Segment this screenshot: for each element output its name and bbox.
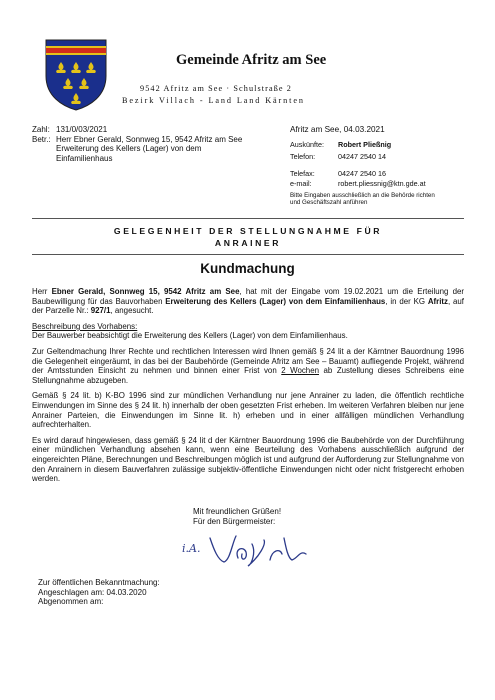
document-title: Kundmachung xyxy=(200,261,295,276)
paragraph-description xyxy=(32,322,464,341)
text-run: , auf der Parzelle Nr.: xyxy=(32,296,464,316)
betr-label: Betr.: xyxy=(32,134,51,144)
deadline: 2 Wochen xyxy=(281,366,319,376)
zahl-row xyxy=(32,125,272,135)
contact-note: Bitte Eingaben ausschließlich an die Behörde richten und Geschäftszahl anführen xyxy=(290,192,435,207)
posted-on: Angeschlagen am: 04.03.2020 xyxy=(38,587,147,597)
paragraph-hearing: Gemäß § 24 lit. b) K-BO 1996 sind zur mündlichen Verhandlung nur jene Anrainer zu laden, die öffentlich rechtliche Einwendungen im Sinne des § 24 lit. h) innerhalb der oben gesetzten Frist erheben. Im weiteren Verfahren bleiben nur jene Anrainer Parteien, die Einwendungen im Sinne lit. h) erheben und in einer allfälligen mündlichen Verhandlung aufrechterhalten. xyxy=(32,391,464,430)
contact-row xyxy=(290,140,470,149)
text-run: Herr xyxy=(32,287,52,296)
paragraph-application xyxy=(32,287,464,316)
contact-row xyxy=(290,179,470,188)
signature xyxy=(180,530,330,570)
for-mayor: Für den Bürgermeister: xyxy=(193,516,276,526)
contact-value: 04247 2540 14 xyxy=(338,152,386,161)
paragraph-notice: Es wird darauf hingewiesen, dass gemäß § 24 lit d der Kärntner Bauordnung 1996 die Baubehörde von der Durchführung einer mündlichen Verhandlung absehen kann, wenn eine Beurteilung des Vorhabens ausschließlich aufgrund der eingereichten Pläne, Berechnungen und Beschreibungen möglich ist und aufgrund der Aufforderung zur Stellungnahme von den Anrainern in diesem Bauverfahren zulässige subjektiv-öffentliche Einwendungen nicht oder nicht fristgerecht erhoben werden. xyxy=(32,435,464,484)
handwritten-signature-icon xyxy=(180,530,330,570)
parcel-number: 927/1 xyxy=(90,306,111,316)
description-text: Der Bauwerber beabsichtigt die Erweiterung des Kellers (Lager) von dem Einfamilienhaus. xyxy=(32,331,348,341)
municipality-name: Gemeinde Afritz am See xyxy=(176,52,327,68)
description-heading: Beschreibung des Vorhabens: xyxy=(32,321,138,331)
posting-block xyxy=(38,578,160,607)
text-run: ab Zustellung dieses Schreibens eine Stellungnahme abzugeben. xyxy=(32,366,465,385)
betr-line: Herr Ebner Gerald, Sonnweg 15, 9542 Afritz am See xyxy=(56,134,243,144)
project-name: Erweiterung des Kellers (Lager) von dem Einfamilienhaus xyxy=(165,296,386,306)
zahl-label: Zahl: xyxy=(32,125,50,134)
place-date: Afritz am See, 04.03.2021 xyxy=(290,125,385,134)
address-line-street: 9542 Afritz am See · Schulstraße 2 xyxy=(140,84,292,93)
banner-line: GELEGENHEIT DER STELLUNGNAHME FÜR xyxy=(113,226,383,236)
text-run: , in der KG xyxy=(385,296,428,306)
address-line-district: Bezirk Villach - Land Land Kärnten xyxy=(122,96,305,105)
notice-banner xyxy=(32,218,464,255)
contact-value: 04247 2540 16 xyxy=(338,169,386,178)
reference-block xyxy=(32,125,272,163)
greeting: Mit freundlichen Grüßen! xyxy=(193,507,282,516)
betr-lines xyxy=(56,135,242,164)
contact-label: Telefon: xyxy=(290,152,316,161)
contact-label: Auskünfte: xyxy=(290,140,324,149)
contact-row xyxy=(290,152,470,161)
removed-on: Abgenommen am: xyxy=(38,597,104,607)
contact-value: Robert Pließnig xyxy=(338,140,392,149)
signature-prefix: i.A. xyxy=(182,542,201,555)
text-run: , angesucht. xyxy=(110,306,154,316)
text-run: , hat mit der Eingabe vom 19.02.2021 um die Erteilung der Baubewilligung für das Bauvorhaben xyxy=(32,287,465,306)
signature-stroke xyxy=(210,536,306,566)
closing-block xyxy=(193,507,281,526)
coat-of-arms-icon xyxy=(44,38,108,112)
banner-line: ANRAINER xyxy=(214,238,282,248)
betr-line: Einfamilienhaus xyxy=(56,153,113,163)
text-run: Zur Geltendmachung Ihrer Rechte und rechtlichen Interessen wird Ihnen gemäß § 24 lit a der Kärntner Bauordnung 1996 die Gelegenheit eingeräumt, in das bei der Baubehörde (Gemeinde Afritz am See – Bauamt) aufliegende Projekt, während der Amtsstunden Einsicht zu nehmen und binnen einer Frist von xyxy=(32,346,464,376)
email-link[interactable]: robert.pliessnig@ktn.gde.at xyxy=(338,179,426,188)
contact-label: e-mail: xyxy=(290,179,312,188)
contact-block xyxy=(290,125,470,207)
cadastral-community: Afritz xyxy=(427,296,448,306)
contact-row xyxy=(290,169,470,178)
zahl-value: 131/0/03/2021 xyxy=(56,125,108,134)
betr-row xyxy=(32,135,272,164)
betr-line: Erweiterung des Kellers (Lager) von dem xyxy=(56,144,202,154)
posting-label: Zur öffentlichen Bekanntmachung: xyxy=(38,578,160,587)
contact-label: Telefax: xyxy=(290,169,315,178)
applicant-name: Ebner Gerald, Sonnweg 15, 9542 Afritz am See xyxy=(51,287,240,296)
document-body xyxy=(32,287,464,490)
paragraph-rights xyxy=(32,347,464,385)
coat-of-arms xyxy=(44,38,108,112)
